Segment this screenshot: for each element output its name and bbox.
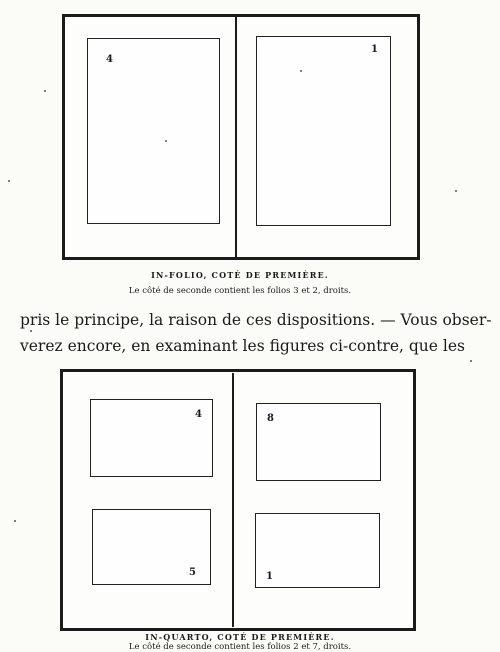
folio-number: 4 — [195, 409, 202, 420]
folio-number: 4 — [106, 54, 113, 65]
in-folio-fold-line — [235, 14, 237, 260]
figure-caption-subtitle: Le côté de seconde contient les folios 3 et 2, droits. — [128, 286, 352, 296]
in-quarto-page-bottom-left — [92, 509, 211, 585]
body-text-line: verez encore, en examinant les figures ci-contre, que les — [20, 337, 465, 355]
folio-number: 1 — [371, 44, 378, 55]
folio-number: 8 — [267, 413, 274, 424]
in-quarto-fold-line — [232, 373, 234, 627]
folio-number: 1 — [266, 571, 273, 582]
scan-speck — [470, 360, 472, 362]
scan-speck — [44, 90, 46, 92]
body-text-line: pris le principe, la raison de ces dispositions. — Vous obser- — [20, 311, 492, 329]
scan-speck — [165, 140, 167, 142]
scan-speck — [300, 70, 302, 72]
figure-caption-title: IN-FOLIO, COTÉ DE PREMIÈRE. — [151, 270, 329, 280]
scan-speck — [455, 190, 457, 192]
in-folio-left-page — [87, 38, 220, 224]
scan-speck — [30, 330, 32, 332]
in-folio-right-page — [256, 36, 391, 226]
figure-caption-title: IN-QUARTO, COTÉ DE PREMIÈRE. — [145, 632, 335, 642]
scan-speck — [8, 180, 10, 182]
figure-caption-subtitle: Le côté de seconde contient les folios 2 et 7, droits. — [128, 642, 352, 652]
in-quarto-page-top-left — [90, 399, 213, 477]
folio-number: 5 — [189, 567, 196, 578]
in-quarto-page-bottom-right — [255, 513, 380, 588]
scan-speck — [14, 520, 16, 522]
in-quarto-page-top-right — [256, 403, 381, 481]
